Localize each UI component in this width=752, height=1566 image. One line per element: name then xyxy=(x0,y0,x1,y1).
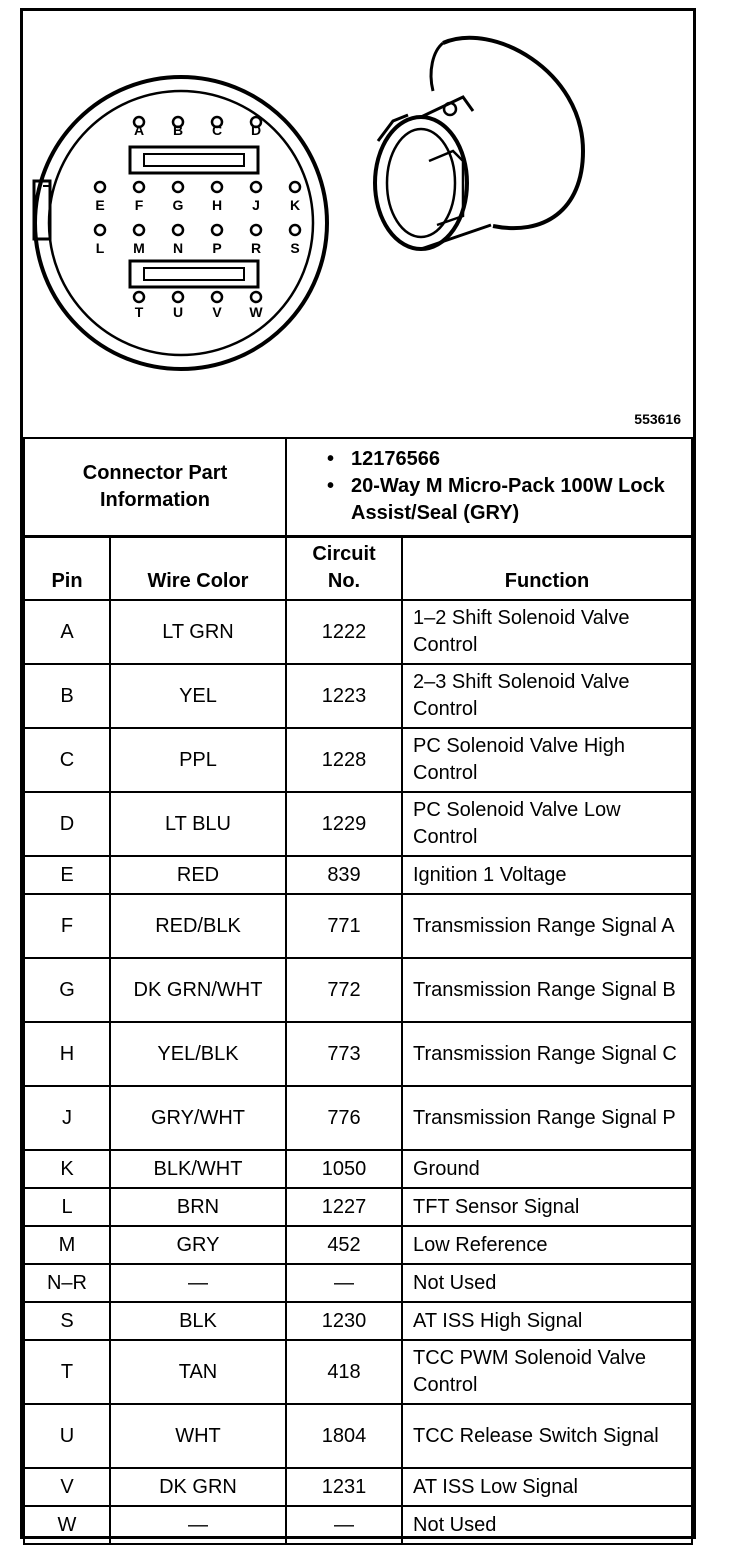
pin-cell: J xyxy=(24,1086,110,1150)
pin-cell: B xyxy=(24,664,110,728)
circuit-cell: 839 xyxy=(286,856,402,894)
table-row xyxy=(24,664,692,728)
function-cell: Transmission Range Signal A xyxy=(402,894,692,958)
function-cell: AT ISS Low Signal xyxy=(402,1468,692,1506)
wire-color-cell: DK GRN xyxy=(110,1468,286,1506)
circuit-cell: 1222 xyxy=(286,600,402,664)
pin-cell: T xyxy=(24,1340,110,1404)
figure-id: 553616 xyxy=(634,411,681,427)
pinout-table xyxy=(23,437,693,1545)
circuit-cell: — xyxy=(286,1506,402,1544)
circuit-cell: 1223 xyxy=(286,664,402,728)
connector-sheet xyxy=(20,8,696,1539)
part-number: • 12176566 xyxy=(327,446,687,473)
pin-cavity xyxy=(212,292,222,302)
function-cell: TCC PWM Solenoid Valve Control xyxy=(402,1340,692,1404)
pin-cell: W xyxy=(24,1506,110,1544)
table-row xyxy=(24,600,692,664)
pin-cell: A xyxy=(24,600,110,664)
circuit-cell: 418 xyxy=(286,1340,402,1404)
function-cell: Ignition 1 Voltage xyxy=(402,856,692,894)
wire-color-cell: LT GRN xyxy=(110,600,286,664)
pin-label: H xyxy=(211,197,223,213)
circuit-cell: 1228 xyxy=(286,728,402,792)
circuit-cell: 771 xyxy=(286,894,402,958)
wire-color-cell: BLK xyxy=(110,1302,286,1340)
function-cell: TCC Release Switch Signal xyxy=(402,1404,692,1468)
wire-color-cell: GRY xyxy=(110,1226,286,1264)
table-row xyxy=(24,958,692,1022)
col-pin: Pin xyxy=(24,536,110,600)
function-cell: AT ISS High Signal xyxy=(402,1302,692,1340)
function-cell: Transmission Range Signal C xyxy=(402,1022,692,1086)
pin-cavity xyxy=(134,292,144,302)
table-row xyxy=(24,1150,692,1188)
pin-label: K xyxy=(289,197,301,213)
circuit-cell: 1231 xyxy=(286,1468,402,1506)
part-info-row xyxy=(24,438,692,536)
pin-label: N xyxy=(172,240,184,256)
pin-cell: N–R xyxy=(24,1264,110,1302)
pin-label: T xyxy=(134,304,144,320)
pin-label: U xyxy=(172,304,184,320)
wire-color-cell: WHT xyxy=(110,1404,286,1468)
table-row xyxy=(24,856,692,894)
pin-cell: U xyxy=(24,1404,110,1468)
pin-cavity xyxy=(173,182,183,192)
pin-cavity xyxy=(95,225,105,235)
pin-cell: D xyxy=(24,792,110,856)
pin-label: C xyxy=(211,122,223,138)
pin-cavity xyxy=(173,225,183,235)
circuit-cell: — xyxy=(286,1264,402,1302)
circuit-cell: 452 xyxy=(286,1226,402,1264)
function-cell: Low Reference xyxy=(402,1226,692,1264)
part-description: • 20-Way M Micro-Pack 100W Lock Assist/Seal (GRY) xyxy=(327,473,687,527)
table-row xyxy=(24,1302,692,1340)
column-header-row xyxy=(24,536,692,600)
pin-cavity xyxy=(95,182,105,192)
table-row xyxy=(24,1506,692,1544)
function-cell: Not Used xyxy=(402,1264,692,1302)
pin-cell: V xyxy=(24,1468,110,1506)
connector-illustration xyxy=(23,11,693,437)
function-cell: PC Solenoid Valve High Control xyxy=(402,728,692,792)
connector-drawing xyxy=(23,11,693,437)
circuit-cell: 1804 xyxy=(286,1404,402,1468)
wire-color-cell: TAN xyxy=(110,1340,286,1404)
pin-cell: S xyxy=(24,1302,110,1340)
wire-color-cell: RED/BLK xyxy=(110,894,286,958)
function-cell: TFT Sensor Signal xyxy=(402,1188,692,1226)
pin-label: F xyxy=(134,197,144,213)
wire-color-cell: — xyxy=(110,1506,286,1544)
circuit-cell: 773 xyxy=(286,1022,402,1086)
pin-label: D xyxy=(250,122,262,138)
pin-label: J xyxy=(252,197,260,213)
pin-label: S xyxy=(290,240,300,256)
function-cell: Ground xyxy=(402,1150,692,1188)
pin-cavity xyxy=(290,225,300,235)
pin-cell: H xyxy=(24,1022,110,1086)
wire-color-cell: BRN xyxy=(110,1188,286,1226)
pin-cavity xyxy=(251,182,261,192)
pin-label: A xyxy=(133,122,145,138)
pin-cavity xyxy=(251,225,261,235)
wire-color-cell: — xyxy=(110,1264,286,1302)
circuit-cell: 1050 xyxy=(286,1150,402,1188)
pin-cavity xyxy=(251,292,261,302)
circuit-cell: 776 xyxy=(286,1086,402,1150)
pin-label: E xyxy=(95,197,105,213)
wire-color-cell: GRY/WHT xyxy=(110,1086,286,1150)
wire-color-cell: YEL/BLK xyxy=(110,1022,286,1086)
wire-color-cell: LT BLU xyxy=(110,792,286,856)
col-circuit: Circuit No. xyxy=(286,536,402,600)
pin-cell: K xyxy=(24,1150,110,1188)
pin-label: R xyxy=(250,240,262,256)
pin-cell: L xyxy=(24,1188,110,1226)
table-row xyxy=(24,1468,692,1506)
col-function: Function xyxy=(402,536,692,600)
function-cell: PC Solenoid Valve Low Control xyxy=(402,792,692,856)
pin-cell: E xyxy=(24,856,110,894)
pin-label: L xyxy=(95,240,105,256)
table-row xyxy=(24,894,692,958)
pin-cell: C xyxy=(24,728,110,792)
circuit-cell: 1229 xyxy=(286,792,402,856)
part-info-label: Connector Part Information xyxy=(24,438,286,536)
pin-cavity xyxy=(212,225,222,235)
table-row xyxy=(24,792,692,856)
wire-color-cell: DK GRN/WHT xyxy=(110,958,286,1022)
pin-label: V xyxy=(212,304,222,320)
table-row xyxy=(24,1226,692,1264)
col-wire-color: Wire Color xyxy=(110,536,286,600)
pin-cavity xyxy=(212,182,222,192)
wire-color-cell: PPL xyxy=(110,728,286,792)
table-row xyxy=(24,1086,692,1150)
function-cell: Transmission Range Signal B xyxy=(402,958,692,1022)
function-cell: 1–2 Shift Solenoid Valve Control xyxy=(402,600,692,664)
pin-cavity xyxy=(134,225,144,235)
function-cell: Not Used xyxy=(402,1506,692,1544)
pin-label: M xyxy=(133,240,145,256)
pin-label: W xyxy=(249,304,263,320)
circuit-cell: 772 xyxy=(286,958,402,1022)
function-cell: 2–3 Shift Solenoid Valve Control xyxy=(402,664,692,728)
pin-cell: M xyxy=(24,1226,110,1264)
pin-cavity xyxy=(290,182,300,192)
wire-color-cell: RED xyxy=(110,856,286,894)
circuit-cell: 1230 xyxy=(286,1302,402,1340)
table-row xyxy=(24,728,692,792)
pin-label: B xyxy=(172,122,184,138)
table-row xyxy=(24,1340,692,1404)
pin-label: P xyxy=(212,240,222,256)
wire-color-cell: BLK/WHT xyxy=(110,1150,286,1188)
pin-cell: G xyxy=(24,958,110,1022)
table-row xyxy=(24,1188,692,1226)
table-row xyxy=(24,1264,692,1302)
circuit-cell: 1227 xyxy=(286,1188,402,1226)
pin-label: G xyxy=(172,197,184,213)
pin-cell: F xyxy=(24,894,110,958)
table-row xyxy=(24,1404,692,1468)
pin-cavity xyxy=(134,182,144,192)
pin-cavity xyxy=(173,292,183,302)
table-row xyxy=(24,1022,692,1086)
wire-color-cell: YEL xyxy=(110,664,286,728)
part-info-bullets xyxy=(286,438,692,536)
function-cell: Transmission Range Signal P xyxy=(402,1086,692,1150)
